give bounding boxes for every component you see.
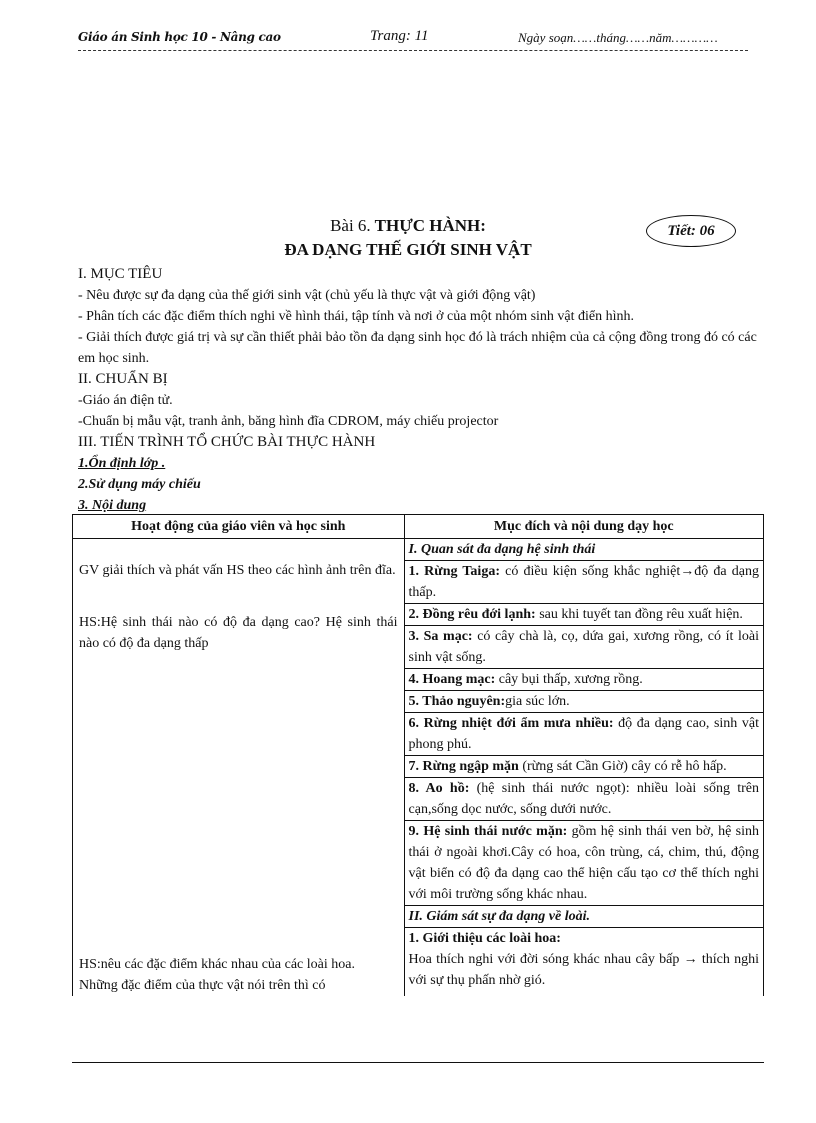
objectives-section (78, 264, 768, 516)
preparation-item: -Giáo án điện tử. (78, 393, 173, 408)
preparation-item: -Chuẩn bị mẫu vật, tranh ảnh, băng hình đĩa CDROM, máy chiếu projector (78, 414, 499, 429)
content-row: 3. Sa mạc: có cây chà là, cọ, dứa gai, xương rồng, có ít loài sinh vật sống. (405, 626, 763, 669)
content-row: 9. Hệ sinh thái nước mặn: gồm hệ sinh thái ven bờ, hệ sinh thái ở ngoài khơi.Cây có hoa, côn trùng, cá, chim, thú, động vật biển có độ đa dạng cao thể hiện cấu tạo cơ thể thích nghi với môi trường sống khác nhau. (405, 821, 763, 906)
objective-item: - Phân tích các đặc điểm thích nghi về hình thái, tập tính và nơi ở của một nhóm sinh vật điển hình. (78, 309, 635, 324)
content-row: 6. Rừng nhiệt đới ẩm mưa nhiều: độ đa dạng cao, sinh vật phong phú. (405, 713, 763, 756)
content-row: 7. Rừng ngập mặn (rừng sát Cần Giờ) cây có rễ hô hấp. (405, 756, 763, 778)
lesson-number: Bài 6. (330, 216, 371, 235)
content-heading: II. Giám sát sự đa dạng về loài. (405, 906, 763, 928)
content-row: 1. Giới thiệu các loài hoa: Hoa thích nghi với đời sóng khác nhau cây bấp → thích nghi với sự thụ phấn nhờ gió. (408, 931, 759, 988)
lesson-title-line2: ĐA DẠNG THẾ GIỚI SINH VẬT (284, 240, 532, 259)
table-bottom-border (72, 1062, 764, 1063)
content-row: 2. Đồng rêu đới lạnh: sau khi tuyết tan đồng rêu xuất hiện. (405, 604, 763, 626)
section-heading-procedure: III. TIẾN TRÌNH TỔ CHỨC BÀI THỰC HÀNH (78, 434, 376, 450)
lesson-table (72, 514, 764, 996)
section-heading-objectives: I. MỤC TIÊU (78, 266, 163, 282)
objective-item: - Giải thích được giá trị và sự cần thiết phải bảo tồn đa dạng sinh học đó là trách nhiệm của cả cộng đồng trong đó có các em học sinh. (78, 330, 757, 366)
table-body-row (73, 539, 764, 997)
activity-text: GV giải thích và phát vấn HS theo các hình ảnh trên đĩa. (79, 563, 396, 578)
period-badge: Tiết: 06 (646, 215, 736, 247)
procedure-step: 1.Ổn định lớp . (78, 456, 166, 471)
content-row: 8. Ao hồ: (hệ sinh thái nước ngọt): nhiều loài sống trên cạn,sống dọc nước, sống dưới nước. (405, 778, 763, 821)
header-date-field: Ngày soạn……tháng……năm………… (518, 30, 718, 45)
content-cell (404, 539, 763, 997)
activities-cell (73, 539, 405, 997)
lesson-type: THỰC HÀNH: (374, 216, 486, 235)
section-heading-preparation: II. CHUẨN BỊ (78, 371, 168, 387)
objective-item: - Nêu được sự đa dạng của thế giới sinh vật (chủ yếu là thực vật và giới động vật) (78, 288, 536, 303)
activity-text: HS:nêu các đặc điểm khác nhau của các loài hoa. (79, 957, 355, 972)
header-course-title: Giáo án Sinh học 10 - Nâng cao (78, 30, 281, 44)
activity-text: HS:Hệ sinh thái nào có độ đa dạng cao? Hệ sinh thái nào có độ đa dạng thấp (79, 615, 398, 651)
page-header (78, 28, 748, 51)
procedure-step: 2.Sử dụng máy chiếu (78, 477, 201, 492)
table-header-row (73, 515, 764, 539)
content-row: 4. Hoang mạc: cây bụi thấp, xương rồng. (405, 669, 763, 691)
content-heading: I. Quan sát đa dạng hệ sinh thái (405, 539, 763, 561)
content-row: 5. Thảo nguyên:gia súc lớn. (405, 691, 763, 713)
header-page-number: Trang: 11 (370, 28, 429, 44)
content-row: 1. Rừng Taiga: có điều kiện sống khắc nghiệt→độ đa dạng thấp. (405, 561, 763, 604)
table-header-content: Mục đích và nội dung dạy học (404, 515, 763, 539)
activity-text: Những đặc điểm của thực vật nói trên thì có (79, 978, 326, 993)
procedure-step: 3. Nội dung (78, 498, 147, 513)
table-header-activities: Hoạt động của giáo viên và học sinh (73, 515, 405, 539)
